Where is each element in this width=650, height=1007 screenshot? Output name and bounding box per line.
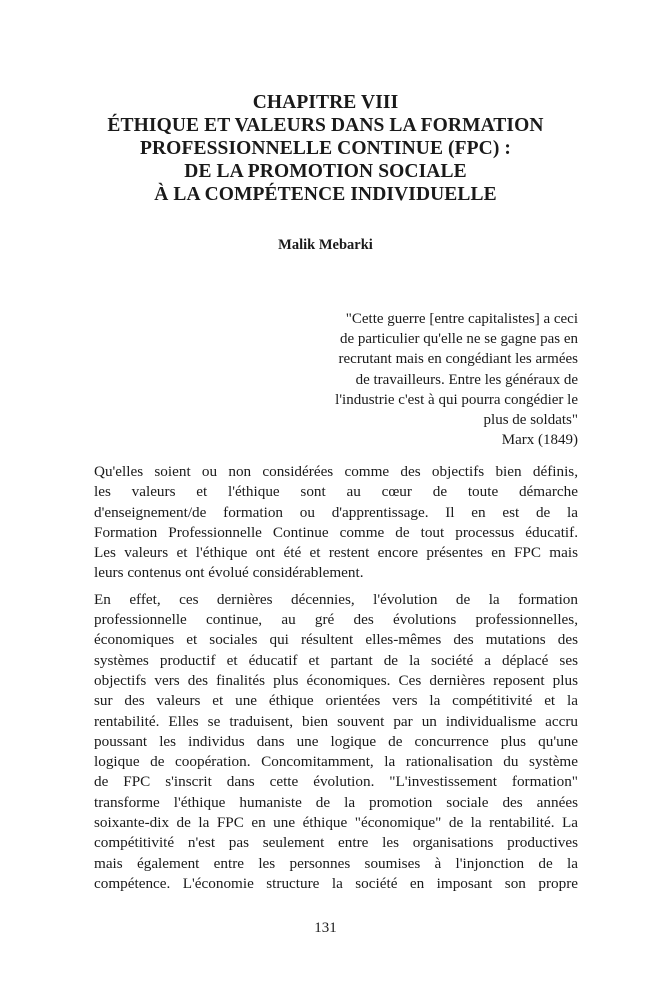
- text-line: les valeurs et l'éthique sont au cœur de toute démarche: [94, 483, 578, 501]
- paragraph-2: [73, 590, 578, 894]
- text-line: poussant les individus dans une logique de concurrence plus qu'une: [94, 732, 578, 750]
- text-line: logique de coopération. Concomitamment, la rationalisation du système: [94, 753, 578, 771]
- text-line: Formation Professionnelle Continue comme de tout processus éducatif.: [94, 523, 578, 541]
- text-line: Qu'elles soient ou non considérées comme des objectifs bien définis,: [94, 463, 578, 480]
- epigraph-source: Marx (1849): [501, 432, 578, 449]
- epigraph-line: de travailleurs. Entre les généraux de: [355, 371, 578, 388]
- author-name: Malik Mebarki: [278, 237, 373, 253]
- text-line: objectifs vers des finalités plus économiques. Ces dernières reposent plus: [94, 671, 578, 689]
- book-page: [73, 0, 578, 1007]
- chapter-title-line: PROFESSIONNELLE CONTINUE (FPC) :: [139, 138, 512, 159]
- page-number: 131: [314, 920, 337, 936]
- text-line: transforme l'éthique humaniste de la promotion sociale des années: [94, 793, 578, 811]
- chapter-title-line: DE LA PROMOTION SOCIALE: [184, 161, 467, 182]
- text-line: compétitivité n'est pas seulement entre les organisations productives: [94, 834, 578, 852]
- text-line: En effet, ces dernières décennies, l'évolution de la formation: [94, 590, 578, 608]
- text-line: Les valeurs et l'éthique ont été et restent encore présentes en FPC mais: [94, 544, 578, 562]
- epigraph: [288, 309, 578, 450]
- epigraph-line: de particulier qu'elle ne se gagne pas en: [339, 331, 578, 348]
- text-line: mais également entre les personnes soumises à l'injonction de la: [94, 854, 578, 872]
- text-line: de FPC s'inscrit dans cette évolution. "L'investissement formation": [94, 773, 578, 791]
- body-text: [73, 462, 578, 900]
- chapter-title-line: ÉTHIQUE ET VALEURS DANS LA FORMATION: [107, 115, 544, 136]
- text-line: systèmes productif et éducatif et partant de la société a déplacé ses: [94, 651, 578, 669]
- epigraph-line: plus de soldats": [483, 412, 578, 429]
- text-line: sur des valeurs et une éthique orientées vers la compétitivité et la: [94, 692, 578, 710]
- text-line: d'enseignement/de formation ou d'apprentissage. Il en est de la: [94, 503, 578, 521]
- epigraph-line: "Cette guerre [entre capitalistes] a ceci: [345, 311, 578, 327]
- text-line: soixante-dix de la FPC en une éthique "économique" de la rentabilité. La: [94, 814, 578, 832]
- text-line: leurs contenus ont évolué considérablement.: [94, 564, 364, 582]
- epigraph-line: recrutant mais en congédiant les armées: [338, 351, 578, 368]
- chapter-number: CHAPITRE VIII: [252, 92, 399, 113]
- chapter-title: [73, 91, 578, 206]
- chapter-title-line: À LA COMPÉTENCE INDIVIDUELLE: [154, 184, 497, 205]
- text-line: rentabilité. Elles se traduisent, bien souvent par un individualisme accru: [94, 712, 578, 730]
- paragraph-1: [73, 462, 578, 584]
- text-line: professionnelle continue, au gré des évolutions professionnelles,: [94, 611, 578, 629]
- text-line: compétence. L'économie structure la société en imposant son propre: [94, 874, 578, 892]
- epigraph-line: l'industrie c'est à qui pourra congédier le: [335, 391, 578, 408]
- text-line: économiques et sociales qui résultent elles-mêmes des mutations des: [94, 631, 578, 649]
